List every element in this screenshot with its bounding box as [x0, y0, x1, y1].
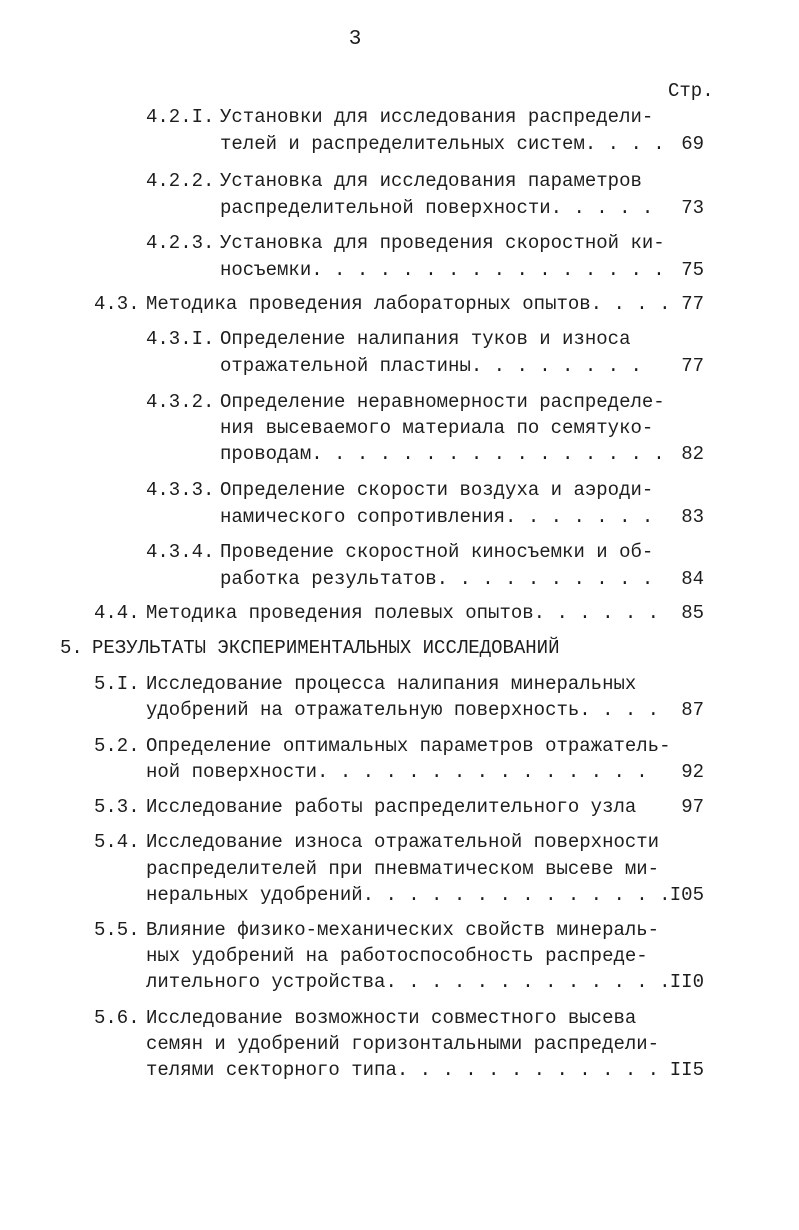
section-heading: РЕЗУЛЬТАТЫ ЭКСПЕРИМЕНТАЛЬНЫХ ИССЛЕДОВАНИЙ [92, 637, 560, 659]
entry-text: Установка для исследования параметров [220, 170, 642, 192]
entry-text: ной поверхности. . . . . . . . . . . . . . . [146, 761, 648, 783]
entry-number: 4.4. [94, 602, 140, 624]
entry-page: 85 [681, 602, 704, 624]
entry-number: 5.5. [94, 919, 140, 941]
entry-page: I05 [669, 884, 704, 906]
entry-text: намического сопротивления. . . . . . . [220, 506, 654, 528]
entry-text: распределителей при пневматическом высеве ми- [146, 858, 660, 880]
entry-page: 87 [681, 699, 704, 721]
entry-text: неральных удобрений. . . . . . . . . . . . . . [146, 884, 671, 906]
page-column-header: Стр. [668, 80, 714, 102]
entry-number: 5.4. [94, 831, 140, 853]
entry-text: Определение оптимальных параметров отражатель- [146, 735, 671, 757]
entry-page: 69 [681, 133, 704, 155]
entry-number: 5.2. [94, 735, 140, 757]
entry-number: 4.2.I. [146, 106, 215, 128]
entry-text: Установка для проведения скоростной ки- [220, 232, 665, 254]
entry-page: II0 [669, 971, 704, 993]
entry-text: отражательной пластины. . . . . . . . [220, 355, 642, 377]
entry-number: 4.3.4. [146, 541, 215, 563]
entry-text: Методика проведения полевых опытов. . . . . . [146, 602, 660, 624]
entry-text: Исследование износа отражательной поверхности [146, 831, 660, 853]
entry-number: 4.2.3. [146, 232, 215, 254]
entry-page: 82 [681, 443, 704, 465]
entry-text: лительного устройства. . . . . . . . . . . . . [146, 971, 671, 993]
entry-text: Определение неравномерности распределе- [220, 391, 665, 413]
entry-page: 77 [681, 293, 704, 315]
entry-number: 5.6. [94, 1007, 140, 1029]
entry-page: 92 [681, 761, 704, 783]
entry-page: 77 [681, 355, 704, 377]
entry-text: Методика проведения лабораторных опытов. . . . [146, 293, 671, 315]
entry-text: семян и удобрений горизонтальными распредели- [146, 1033, 660, 1055]
entry-number: 5.I. [94, 673, 140, 695]
section-number: 5. [60, 637, 83, 659]
entry-text: телями секторного типа. . . . . . . . . . . . [146, 1059, 660, 1081]
entry-number: 4.3.2. [146, 391, 215, 413]
entry-text: Влияние физико-механических свойств минераль- [146, 919, 660, 941]
entry-text: Исследование работы распределительного узла [146, 796, 637, 818]
entry-number: 4.2.2. [146, 170, 215, 192]
entry-text: Определение скорости воздуха и аэроди- [220, 479, 654, 501]
page-number: 3 [348, 28, 362, 51]
entry-page: 84 [681, 568, 704, 590]
entry-text: Определение налипания туков и износа [220, 328, 631, 350]
entry-page: II5 [669, 1059, 704, 1081]
entry-text: Исследование возможности совместного высева [146, 1007, 637, 1029]
entry-text: удобрений на отражательную поверхность. . . . [146, 699, 660, 721]
entry-text: Исследование процесса налипания минеральных [146, 673, 637, 695]
entry-number: 4.3.3. [146, 479, 215, 501]
entry-number: 5.3. [94, 796, 140, 818]
entry-text: работка результатов. . . . . . . . . . [220, 568, 654, 590]
entry-page: 83 [681, 506, 704, 528]
entry-text: ных удобрений на работоспособность распреде- [146, 945, 648, 967]
entry-text: ния высеваемого материала по семятуко- [220, 417, 654, 439]
entry-text: проводам. . . . . . . . . . . . . . . . [220, 443, 665, 465]
entry-text: распределительной поверхности. . . . . [220, 197, 654, 219]
entry-text: Проведение скоростной киносъемки и об- [220, 541, 654, 563]
entry-text: телей и распределительных систем. . . . [220, 133, 665, 155]
entry-number: 4.3.I. [146, 328, 215, 350]
entry-page: 73 [681, 197, 704, 219]
entry-page: 97 [681, 796, 704, 818]
entry-text: носъемки. . . . . . . . . . . . . . . . [220, 259, 665, 281]
entry-number: 4.3. [94, 293, 140, 315]
entry-page: 75 [681, 259, 704, 281]
entry-text: Установки для исследования распредели- [220, 106, 654, 128]
